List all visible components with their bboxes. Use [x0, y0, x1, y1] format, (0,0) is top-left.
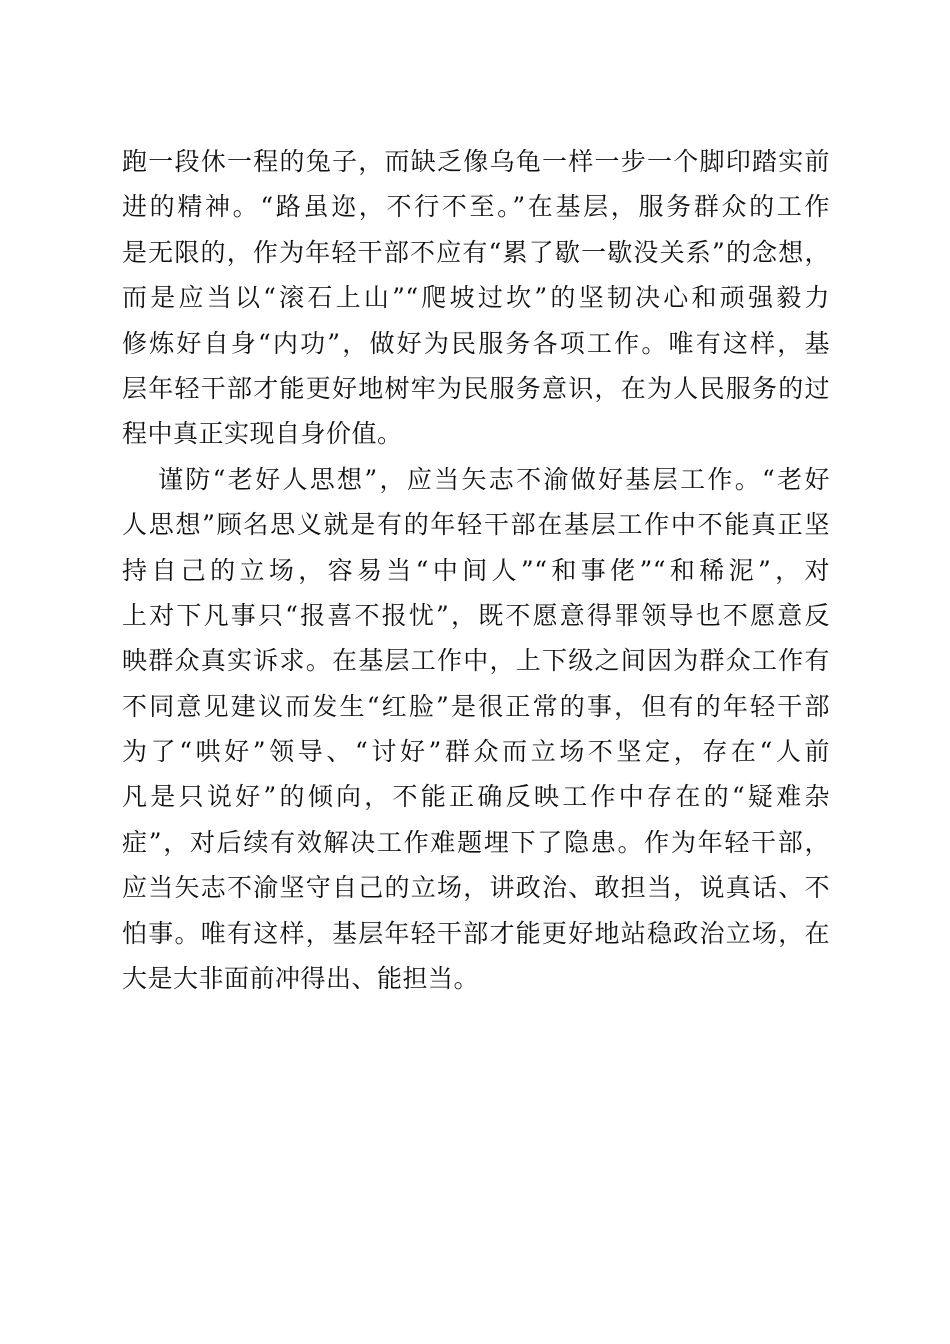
paragraph-line: 大是大非面前冲得出、能担当。 [122, 964, 480, 994]
paragraph-line: 凡是只说好”的倾向，不能正确反映工作中存在的“疑难杂 [122, 782, 830, 812]
paragraph-line: 层年轻干部才能更好地树牢为民服务意识，在为人民服务的过 [122, 373, 830, 403]
paragraph-line: 症”，对后续有效解决工作难题埋下了隐患。作为年轻干部， [122, 827, 830, 857]
paragraph-line: 而是应当以“滚石上山”“爬坡过坎”的坚韧决心和顽强毅力 [122, 283, 830, 313]
paragraph-line: 映群众真实诉求。在基层工作中，上下级之间因为群众工作有 [122, 646, 830, 676]
paragraph-line: 怕事。唯有这样，基层年轻干部才能更好地站稳政治立场，在 [122, 918, 830, 948]
paragraph-line: 上对下凡事只“报喜不报忧”，既不愿意得罪领导也不愿意反 [122, 600, 830, 630]
paragraph-line: 是无限的，作为年轻干部不应有“累了歇一歇没关系”的念想， [122, 237, 830, 267]
paragraph-1 [122, 139, 830, 457]
paragraph-line: 谨防“老好人思想”，应当矢志不渝做好基层工作。“老好 [158, 464, 830, 494]
paragraph-line: 修炼好自身“内功”，做好为民服务各项工作。唯有这样，基 [122, 328, 830, 358]
paragraph-2 [122, 457, 830, 1002]
body-text [122, 139, 830, 1001]
paragraph-line: 人思想”顾名思义就是有的年轻干部在基层工作中不能真正坚 [122, 510, 830, 540]
paragraph-line: 持自己的立场，容易当“中间人”“和事佬”“和稀泥”，对 [122, 555, 830, 585]
paragraph-line: 程中真正实现自身价值。 [122, 419, 403, 449]
paragraph-line: 进的精神。“路虽迩，不行不至。”在基层，服务群众的工作 [122, 192, 830, 222]
paragraph-line: 不同意见建议而发生“红脸”是很正常的事，但有的年轻干部 [122, 691, 830, 721]
paragraph-line: 为了“哄好”领导、“讨好”群众而立场不坚定，存在“人前 [122, 737, 830, 767]
paragraph-line: 跑一段休一程的兔子，而缺乏像乌龟一样一步一个脚印踏实前 [122, 147, 830, 176]
paragraph-line: 应当矢志不渝坚守自己的立场，讲政治、敢担当，说真话、不 [122, 873, 830, 903]
